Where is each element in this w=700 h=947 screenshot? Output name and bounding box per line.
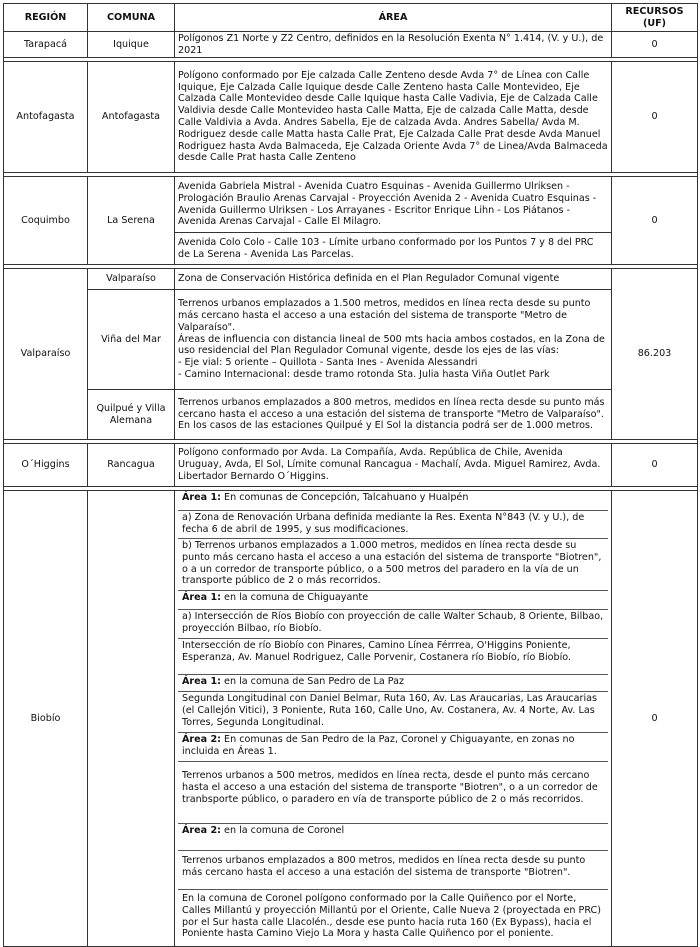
area-paragraph: a) Zona de Renovación Urbana definida mediante la Res. Exenta N°843 (V. y U.), de fecha 6 de abril de 1995, y sus modificaciones. — [178, 511, 608, 539]
area-heading: Área 1: En comunas de Concepción, Talcahuano y Hualpén — [178, 491, 608, 511]
header-region: REGIÓN — [4, 4, 88, 32]
recursos-cell: 0 — [612, 32, 698, 58]
area-paragraph: Terrenos urbanos a 500 metros, medidos en línea recta, desde el punto más cercano hasta el acceso a una estación del sistema de transporte "Biotren", o a un corredor de tranbsporte público, o paradero en vía de transporte público de 2 o más recorridos. — [178, 762, 608, 824]
resources-table — [3, 3, 698, 947]
area-cell: Terrenos urbanos emplazados a 800 metros, medidos en línea recta desde su punto más cercano hasta el acceso a una estación del sistema de transporte "Metro de Valparaíso". En los casos de las estaciones Quilpué y El Sol la distancia podrá ser de 1.000 metros. — [175, 390, 612, 440]
table-row-valparaiso-2 — [4, 290, 698, 390]
recursos-cell: 0 — [612, 177, 698, 265]
area-paragraph: - Camino Internacional: desde tramo rotonda Sta. Julia hasta Viña Outlet Park — [178, 368, 550, 380]
region-cell: Tarapacá — [4, 32, 88, 58]
area-cell: Avenida Colo Colo - Calle 103 - Límite urbano conformado por los Puntos 7 y 8 del PRC de La Serena - Avenida Las Parcelas. — [175, 233, 612, 265]
area-paragraph: Terrenos urbanos emplazados a 800 metros, medidos en línea recta desde su punto más cercano hasta el acceso a una estación del sistema de transporte "Biotren". — [178, 851, 608, 890]
area-cell: Avenida Gabriela Mistral - Avenida Cuatro Esquinas - Avenida Guillermo Ulriksen - Prologación Braulio Arenas Carvajal - Proyección Avenida 2 - Avenida Cuatro Esquinas - Avenida Guillermo Ulriksen - Los Arrayanes - Escritor Enrique Lihn - Los Piátanos - Avenida Arenas Carvajal - Calle El Milagro. — [175, 177, 612, 233]
area-paragraph: Segunda Longitudinal con Daniel Belmar, Ruta 160, Av. Las Araucarias, Las Araucarias (el Callejón Vitici), 3 Poniente, Ruta 160, Calle Uno, Av. Costanera, Av. 4 Norte, Av. Las Torres, Segunda Longitudinal. — [178, 692, 608, 733]
recursos-cell: 0 — [612, 491, 698, 947]
region-cell: Valparaíso — [4, 269, 88, 440]
table-row-antofagasta — [4, 62, 698, 173]
comuna-cell: Antofagasta — [88, 62, 175, 173]
area-heading: Área 1: en la comuna de San Pedro de La Paz — [178, 675, 608, 692]
header-comuna: COMUNA — [88, 4, 175, 32]
area-cell — [175, 290, 612, 390]
comuna-cell: La Serena — [88, 177, 175, 265]
area-paragraph: Áreas de influencia con distancia lineal de 500 mts hacia ambos costados, en la Zona de uso residencial del Plan Regulador Comunal vigente, desde los ejes de las vías: — [178, 333, 605, 357]
comuna-cell: Quilpué y Villa Alemana — [88, 390, 175, 440]
area-heading: Área 2: En comunas de San Pedro de la Paz, Coronel y Chiguayante, en zonas no incluida en Áreas 1. — [178, 733, 608, 762]
table-row-tarapaca — [4, 32, 698, 58]
comuna-cell: Iquique — [88, 32, 175, 58]
region-cell: O´Higgins — [4, 444, 88, 487]
comuna-cell — [88, 491, 175, 947]
area-cell: Zona de Conservación Histórica definida en el Plan Regulador Comunal vigente — [175, 269, 612, 290]
table-row-biobio — [4, 491, 698, 947]
area-cell — [175, 491, 612, 947]
area-cell: Polígonos Z1 Norte y Z2 Centro, definidos en la Resolución Exenta N° 1.414, (V. y U.), de 2021 — [175, 32, 612, 58]
area-cell: Polígono conformado por Eje calzada Calle Zenteno desde Avda 7° de Línea con Calle Iquique, Eje Calzada Calle Iquique desde Calle Zenteno hasta Calle Montevideo, Eje Calzada Calle Montevideo desde Calle Iquique hasta Calle Vadivia, Eje de Calzada Calle Valdivia desde Calle Montevideo hasta Calle Matta, Eje de calzada Calle Matta, desde Calle Valdivia a Avda. Andres Sabella, Eje de calzada Avda. Andres Sabella/ Avda M. Rodriguez desde calle Matta hasta Calle Prat, Eje Calzada Calle Prat desde Avda Manuel Rodriguez hasta Avda Balmaceda, Eje Calzada Oriente Avda 7° de Linea/Avda Balmaceda desde Calle Prat hasta Calle Zenteno — [175, 62, 612, 173]
recursos-cell: 0 — [612, 444, 698, 487]
area-paragraph: Intersección de río Biobío con Pinares, Camino Línea Férrrea, O'Higgins Poniente, Esperanza, Av. Manuel Rodriguez, Calle Porvenir, Costanera río Biobío, río Biobío. — [178, 639, 608, 675]
area-cell: Polígono conformado por Avda. La Compañía, Avda. República de Chile, Avenida Uruguay, Avda, El Sol, Límite comunal Rancagua - Machalí, Avda. Miguel Ramirez, Avda. Libertador Bernardo O´Higgins. — [175, 444, 612, 487]
area-paragraph: a) Intersección de Ríos Biobío con proyección de calle Walter Schaub, 8 Oriente, Bilbao, proyección Bilbao, río Biobío. — [178, 610, 608, 639]
comuna-cell: Valparaíso — [88, 269, 175, 290]
region-cell: Coquimbo — [4, 177, 88, 265]
area-heading: Área 2: en la comuna de Coronel — [178, 824, 608, 851]
table-row-ohiggins — [4, 444, 698, 487]
recursos-cell: 86.203 — [612, 269, 698, 440]
table-row-coquimbo — [4, 177, 698, 233]
table-row-valparaiso-1 — [4, 269, 698, 290]
header-row — [4, 4, 698, 32]
comuna-cell: Viña del Mar — [88, 290, 175, 390]
header-recursos: RECURSOS (UF) — [612, 4, 698, 32]
area-paragraph: - Eje vial: 5 oriente – Quillota - Santa Ines - Avenida Alessandri — [178, 357, 478, 369]
region-cell: Antofagasta — [4, 62, 88, 173]
region-cell: Biobío — [4, 491, 88, 947]
recursos-cell: 0 — [612, 62, 698, 173]
table-row-valparaiso-3 — [4, 390, 698, 440]
area-paragraph: En la comuna de Coronel polígono conformado por la Calle Quiñenco por el Norte, Calles Millantú y proyección Millantú por el Oriente, Calle Nueva 2 (proyectada en PRC) por el Sur hasta calle Llacolén., desde ese punto hacia ruta 160 (Ex Bypass), hacia el Poniente hasta Camino Viejo La Mora y hasta Calle Quiñenco por el poniente. — [182, 893, 601, 940]
comuna-cell: Rancagua — [88, 444, 175, 487]
area-paragraph: Terrenos urbanos emplazados a 1.500 metros, medidos en línea recta desde su punto más cercano hasta el acceso a una estación del sistema de transporte "Metro de Valparaíso". — [178, 298, 591, 333]
area-heading: Área 1: en la comuna de Chiguayante — [178, 591, 608, 610]
header-area: ÁREA — [175, 4, 612, 32]
area-paragraph: b) Terrenos urbanos emplazados a 1.000 metros, medidos en línea recta desde su punto más cercano hasta el acceso a una estación del sistema de transporte "Biotren", o a un corredor de transporte público, o a 500 metros del paradero en la vía de un transporte público de 2 o más recorridos. — [178, 539, 608, 591]
